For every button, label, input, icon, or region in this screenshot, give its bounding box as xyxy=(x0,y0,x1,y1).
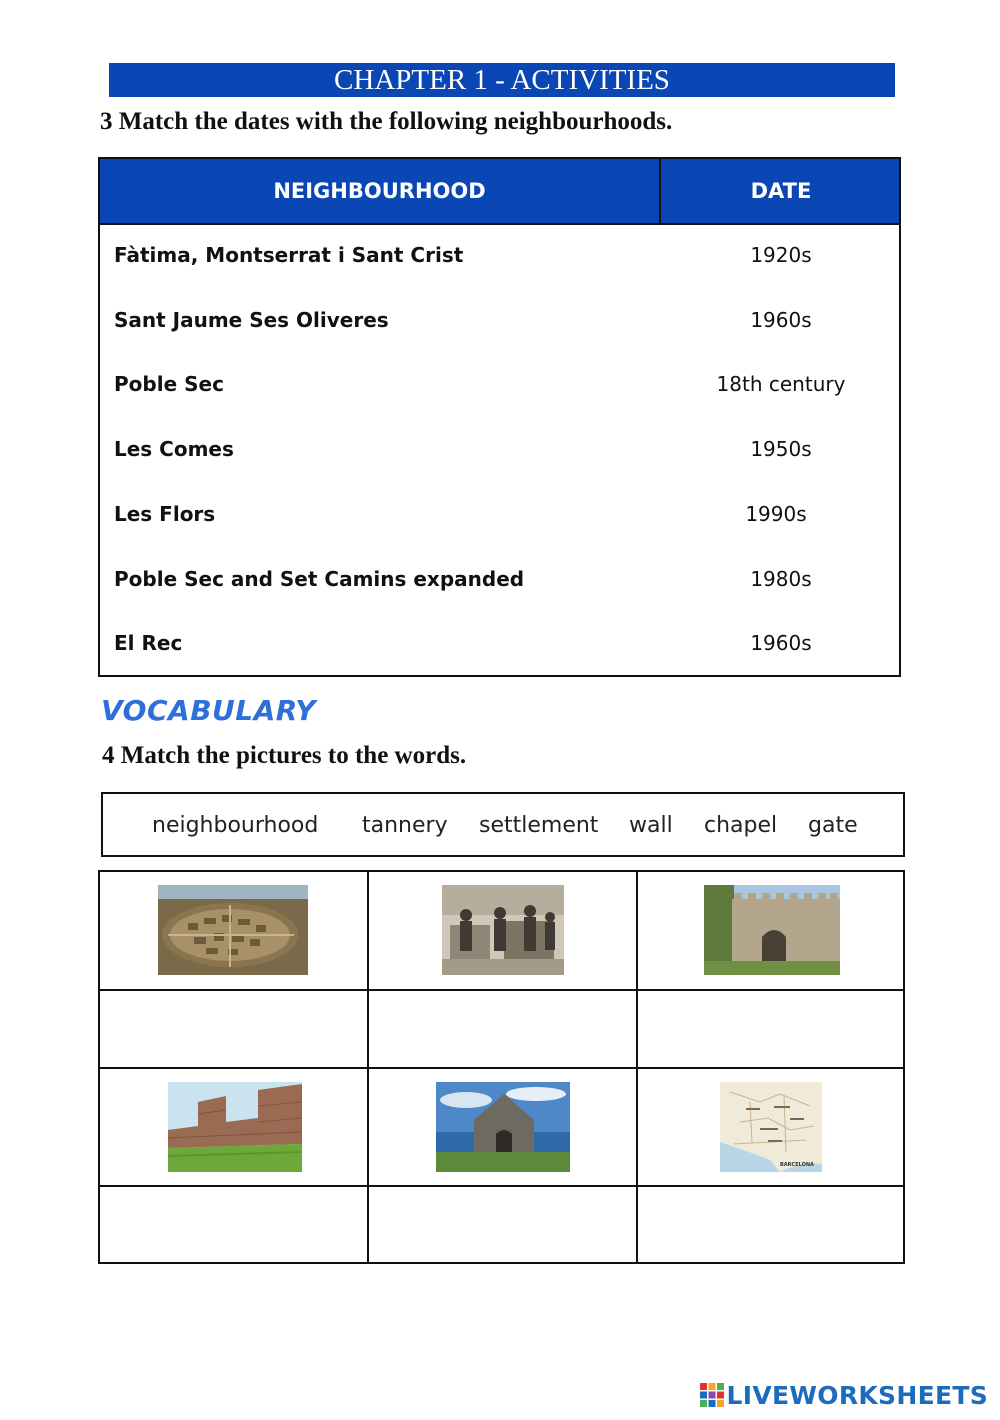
activity-3-title: 3 Match the dates with the following neighbourhoods. xyxy=(100,108,673,135)
grid-divider xyxy=(100,1067,903,1069)
settlement-model-picture[interactable] xyxy=(158,885,308,975)
word-bank xyxy=(101,792,905,857)
tannery-picture[interactable] xyxy=(442,885,564,975)
answer-cell[interactable] xyxy=(638,991,903,1067)
logo-text: LIVEWORKSHEETS xyxy=(726,1380,988,1410)
neighbourhood-map-picture[interactable] xyxy=(720,1082,822,1172)
answer-cell[interactable] xyxy=(100,1187,367,1262)
date-cell[interactable]: 18th century xyxy=(716,372,846,396)
column-header-date: DATE xyxy=(750,179,812,203)
date-cell[interactable]: 1920s xyxy=(750,243,812,267)
chapel-picture[interactable] xyxy=(436,1082,570,1172)
word-settlement[interactable]: settlement xyxy=(479,813,599,838)
neighbourhood-cell: Sant Jaume Ses Oliveres xyxy=(114,308,389,332)
chapter-title-banner: CHAPTER 1 - ACTIVITIES xyxy=(109,63,895,97)
word-chapel[interactable]: chapel xyxy=(704,813,778,838)
map-label: BARCELONA xyxy=(780,1162,814,1168)
date-cell[interactable]: 1980s xyxy=(750,567,812,591)
picture-matching-grid xyxy=(98,870,905,1264)
activity-4-title: 4 Match the pictures to the words. xyxy=(102,742,467,769)
date-cell[interactable]: 1990s xyxy=(745,502,807,526)
neighbourhood-cell: Poble Sec and Set Camins expanded xyxy=(114,567,525,591)
word-wall[interactable]: wall xyxy=(629,813,673,838)
gate-picture[interactable] xyxy=(704,885,840,975)
neighbourhood-date-table xyxy=(98,157,901,677)
neighbourhood-cell: Les Comes xyxy=(114,437,234,461)
logo-grid-icon xyxy=(699,1382,725,1408)
table-row xyxy=(100,352,899,417)
word-neighbourhood[interactable]: neighbourhood xyxy=(152,813,319,838)
liveworksheets-logo xyxy=(699,1380,988,1410)
table-row xyxy=(100,482,899,547)
answer-cell[interactable] xyxy=(369,1187,636,1262)
table-row xyxy=(100,611,899,676)
answer-cell[interactable] xyxy=(100,991,367,1067)
date-cell[interactable]: 1960s xyxy=(750,631,812,655)
date-cell[interactable]: 1950s xyxy=(750,437,812,461)
table-row xyxy=(100,417,899,482)
column-header-neighbourhood: NEIGHBOURHOOD xyxy=(100,159,661,223)
table-row xyxy=(100,547,899,612)
vocabulary-heading: VOCABULARY xyxy=(101,694,317,727)
neighbourhood-cell: El Rec xyxy=(114,631,183,655)
date-cell[interactable]: 1960s xyxy=(750,308,812,332)
table-row xyxy=(100,223,899,288)
table-row xyxy=(100,288,899,353)
wall-picture[interactable] xyxy=(168,1082,302,1172)
neighbourhood-cell: Fàtima, Montserrat i Sant Crist xyxy=(114,243,464,267)
table-header xyxy=(100,159,899,225)
answer-cell[interactable] xyxy=(369,991,636,1067)
neighbourhood-cell: Les Flors xyxy=(114,502,216,526)
word-tannery[interactable]: tannery xyxy=(362,813,448,838)
neighbourhood-cell: Poble Sec xyxy=(114,372,224,396)
answer-cell[interactable] xyxy=(638,1187,903,1262)
word-gate[interactable]: gate xyxy=(808,813,858,838)
